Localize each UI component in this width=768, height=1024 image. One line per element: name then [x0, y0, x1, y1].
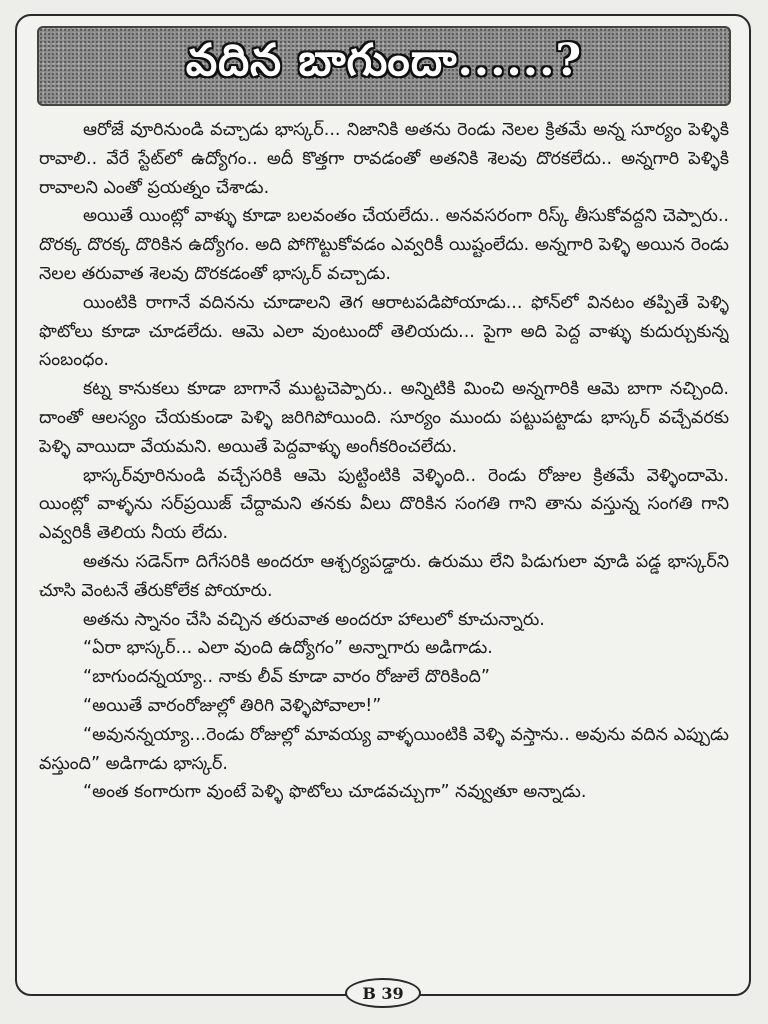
title-banner [37, 26, 731, 106]
paragraph: యింటికి రాగానే వదినను చూడాలని తెగ ఆరాటపడిపోయాడు... ఫోన్‌లో వినటం తప్పితే పెళ్ళి ఫొటోలు కూడా చూడలేదు. ఆమె ఎలా వుంటుందో తెలియదు... పైగా అది పెద్ద వాళ్ళు కుదుర్చుకున్న సంబంధం. [39, 292, 729, 371]
page-number: B 39 [362, 983, 404, 1003]
dialogue-line: “అవునన్నయ్యా...రెండు రోజుల్లో మావయ్య వాళ్ళయింటికి వెళ్ళి వస్తాను.. అవును వదిన ఎప్పుడు వస్తుంది” అడిగాడు భాస్కర్. [39, 724, 729, 774]
page-frame [15, 14, 751, 1003]
paragraph: భాస్కర్‌వూరినుండి వచ్చేసరికి ఆమె పుట్టింటికి వెళ్ళింది.. రెండు రోజుల క్రితమే వెళ్ళిందామె. యింట్లో వాళ్ళను సర్‌ప్రయిజ్ చేద్దామని తనకు వీలు దొరికిన సంగతి గాని తాను వస్తున్న సంగతి గాని ఎవ్వరికీ తెలియ నీయ లేదు. [39, 465, 729, 544]
dialogue-line: “ఏరా భాస్కర్... ఎలా వుంది ఉద్యోగం” అన్నాగారు అడిగాడు. [83, 638, 493, 659]
paragraph: ఆరోజే వూరినుండి వచ్చాడు భాస్కర్... నిజానికి అతను రెండు నెలల క్రితమే అన్న సూర్యం పెళ్ళికి రావాలి.. వేరే స్టేట్‌లో ఉద్యోగం.. అదీ కొత్తగా రావడంతో అతనికి శెలవు దొరకలేదు.. అన్నగారి పెళ్ళికి రావాలని ఎంతో ప్రయత్నం చేశాడు. [39, 120, 729, 198]
page-number-badge [345, 978, 421, 1008]
story-title: వదిన బాగుందా......? [185, 35, 583, 86]
dialogue-line: “అంత కంగారుగా వుంటే పెళ్ళి ఫొటోలు చూడవచ్చుగా” నవ్వుతూ అన్నాడు. [83, 782, 587, 803]
paragraph: కట్న కానుకలు కూడా బాగానే ముట్టచెప్పారు.. అన్నిటికి మించి అన్నగారికి ఆమె బాగా నచ్చింది. దాంతో ఆలస్యం చేయకుండా పెళ్ళి జరిగిపోయింది. సూర్యం ముందు పట్టుపట్టాడు భాస్కర్ వచ్చేవరకు పెళ్ళి వాయిదా వేయమని. అయితే పెద్దవాళ్ళు అంగీకరించలేదు. [39, 379, 729, 457]
dialogue-line: “బాగుందన్నయ్యా.. నాకు లీవ్ కూడా వారం రోజులే దొరికింది” [83, 667, 490, 688]
paragraph: అతను సడెన్‌గా దిగేసరికి అందరూ ఆశ్చర్యపడ్డారు. ఉరుము లేని పిడుగులా వూడి పడ్డ భాస్కర్‌ని చూసి వెంటనే తేరుకోలేక పోయారు. [39, 551, 729, 601]
dialogue-line: “అయితే వారంరోజుల్లో తిరిగి వెళ్ళిపోవాలా!” [83, 695, 382, 716]
article-body [39, 116, 729, 954]
paragraph: అతను స్నానం చేసి వచ్చిన తరువాత అందరూ హాలులో కూచున్నారు. [83, 609, 545, 630]
paragraph: అయితే యింట్లో వాళ్ళు కూడా బలవంతం చేయలేదు.. అనవసరంగా రిస్క్ తీసుకోవద్దని చెప్పారు.. దొరక్క దొరక్క దొరికిన ఉద్యోగం. అది పోగొట్టుకోవడం ఎవ్వరికీ యిష్టంలేదు. అన్నగారి పెళ్ళి అయిన రెండు నెలల తరువాత శెలవు దొరకడంతో భాస్కర్ వచ్చాడు. [39, 206, 729, 284]
